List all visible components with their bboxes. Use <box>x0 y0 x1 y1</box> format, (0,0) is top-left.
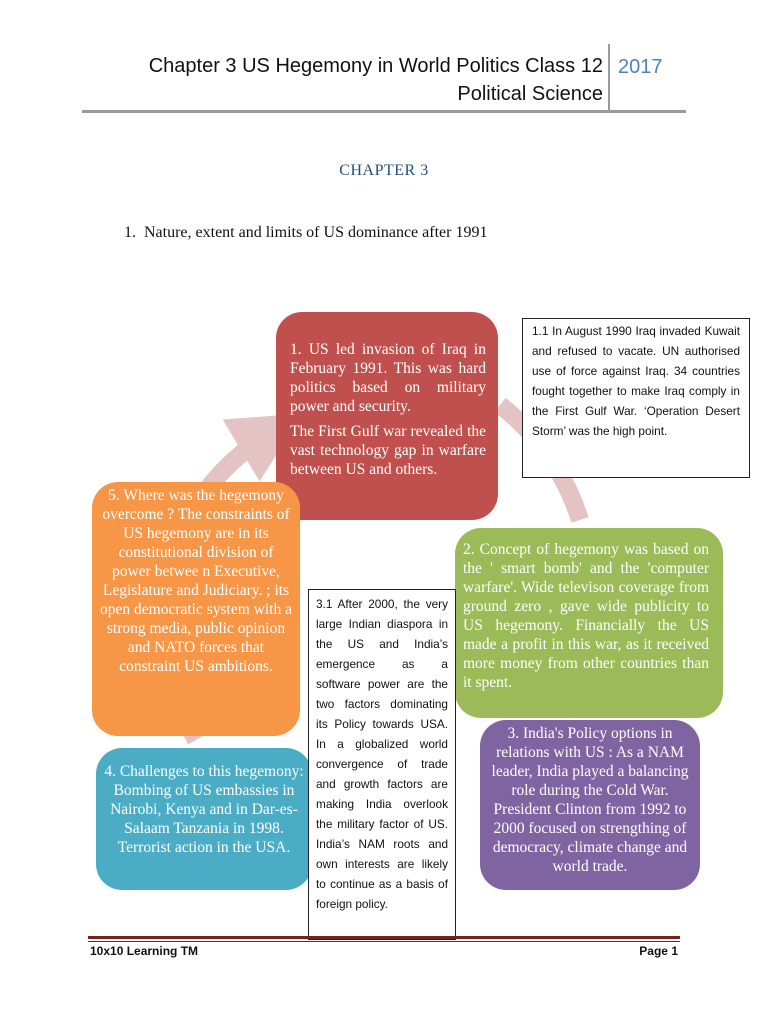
cycle-box-1-text-1: 1. US led invasion of Iraq in February 1991. This was hard politics based on military power and security. <box>290 341 486 415</box>
header-title-line1: Chapter 3 US Hegemony in World Politics Class 12 <box>148 55 603 77</box>
cycle-box-3-text: 3. India's Policy options in relations with US : As a NAM leader, India played a balancing role during the Cold War. President Clinton from 1992 to 2000 focused on strengthing of democracy, climate change and world trade. <box>491 725 689 875</box>
cycle-box-5-hegemony-overcome <box>92 482 300 736</box>
header-title-line2: Political Science <box>457 83 603 105</box>
footer-divider-thin <box>88 941 680 942</box>
chapter-heading: CHAPTER 3 <box>339 162 429 179</box>
cycle-box-1-text-2: The First Gulf war revealed the vast technology gap in warfare between US and others. <box>290 423 486 478</box>
footer-divider-thick <box>88 936 680 939</box>
cycle-box-4-text: 4. Challenges to this hegemony: Bombing of US embassies in Nairobi, Kenya and in Dar-es-Salaam Tanzania in 1998. Terrorist action in the USA. <box>104 763 304 856</box>
footer-page-number: Page 1 <box>639 944 678 958</box>
footer-brand: 10x10 Learning TM <box>90 944 199 958</box>
cycle-box-4-challenges <box>96 748 312 890</box>
cycle-box-5-text: 5. Where was the hegemony overcome ? The constraints of US hegemony are in its constitutional division of power betwee n Executive, Legislature and Judiciary. ; its open democratic system with a strong media, public opinion and NATO forces that constraint US ambitions. <box>100 487 292 675</box>
section-title: Nature, extent and limits of US dominance after 1991 <box>144 224 488 241</box>
section-number: 1. <box>124 224 136 241</box>
cycle-box-2-concept-of-hegemony <box>455 528 723 718</box>
header-year: 2017 <box>618 56 663 78</box>
note-box-1-1: 1.1 In August 1990 Iraq invaded Kuwait and refused to vacate. UN authorised use of force against Iraq. 34 countries fought together to make Iraq comply in the First Gulf War. ‘Operation Desert Storm’ was the high point. <box>522 318 750 478</box>
cycle-box-3-india-policy-options <box>480 720 700 890</box>
cycle-box-1-iraq-invasion <box>276 312 498 520</box>
note-box-3-1: 3.1 After 2000, the very large Indian diaspora in the US and India’s emergence as a software power are the two factors dominating its Policy towards USA. In a globalized world convergence of trade and growth factors are making India overlook the military factor of US. India’s NAM roots and own interests are likely to continue as a basis of foreign policy. <box>308 589 456 940</box>
cycle-box-2-text: 2. Concept of hegemony was based on the ' smart bomb' and the 'computer warfare'. Wide televison coverage from ground zero , gave wide publicity to US hegemony. Financially the US made a profit in this war, as it received more money from other countries than it spent. <box>463 541 709 691</box>
